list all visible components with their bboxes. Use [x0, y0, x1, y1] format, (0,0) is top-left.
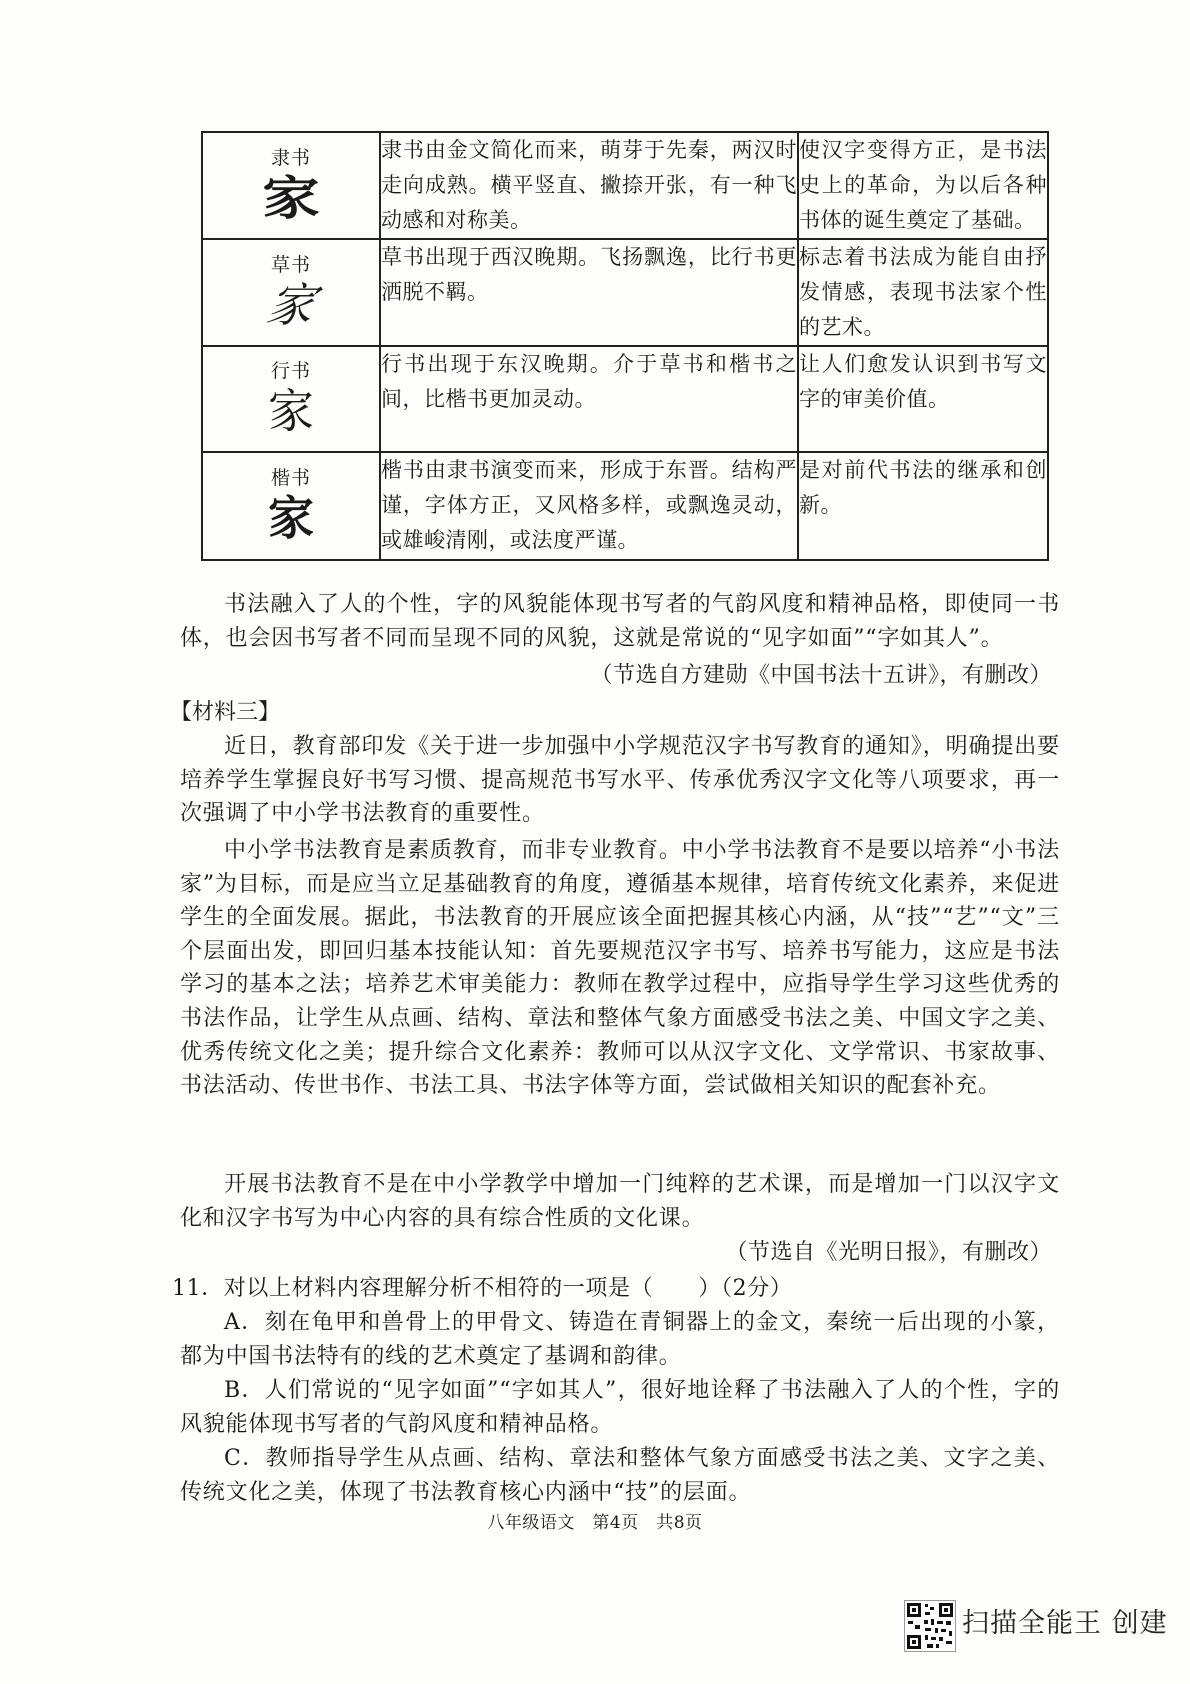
material2-source: （节选自方建勋《中国书法十五讲》，有删改） [590, 663, 1052, 688]
question-11-stem: 11．对以上材料内容理解分析不相符的一项是（ ）（2分） [172, 1276, 793, 1301]
material3-paragraph-1: 近日，教育部印发《关于进一步加强中小学规范汉字书写教育的通知》，明确提出要培养学生掌握良好书写习惯、提高规范书写水平、传承优秀汉字文化等八项要求，再一次强调了中小学书法教育的重要性。 [180, 734, 1060, 827]
script-description: 隶书由金文简化而来，萌芽于先秦，两汉时走向成熟。横平竖直、撇捺开张，有一种飞动感和对称美。 [380, 132, 798, 239]
material3-source: （节选自《光明日报》，有删改） [725, 1240, 1052, 1265]
page-footer: 八年级语文 第4页 共8页 [487, 1513, 703, 1533]
material2-closing-paragraph: 书法融入了人的个性，字的风貌能体现书写者的气韵风度和精神品格，即使同一书体，也会因书写者不同而呈现不同的风貌，这就是常说的“见字如面”“字如其人”。 [180, 592, 1060, 651]
script-description: 草书出现于西汉晚期。飞扬飘逸，比行书更洒脱不羁。 [380, 239, 798, 346]
question-option-c: C．教师指导学生从点画、结构、章法和整体气象方面感受书法之美、文字之美、传统文化之美，体现了书法教育核心内涵中“技”的层面。 [180, 1446, 1060, 1505]
table-row-lishu [202, 132, 1048, 239]
table-row-kaishu [202, 452, 1048, 560]
material3-paragraph-2: 中小学书法教育是素质教育，而非专业教育。中小学书法教育不是要以培养“小书法家”为目标，而是应当立足基础教育的角度，遵循基本规律，培育传统文化素养，来促进学生的全面发展。据此，书法教育的开展应该全面把握其核心内涵，从“技”“艺”“文”三个层面出发，即回归基本技能认知：首先要规范汉字书写、培养书写能力，这应是书法学习的基本之法；培养艺术审美能力：教师在教学过程中，应指导学生学习这些优秀的书法作品，让学生从点画、结构、章法和整体气象方面感受书法之美、中国文字之美、优秀传统文化之美；提升综合文化素养：教师可以从汉字文化、文学常识、书家故事、书法活动、传世书作、书法工具、书法字体等方面，尝试做相关知识的配套补充。 [180, 838, 1060, 1099]
script-name-cell [202, 452, 380, 560]
calligraphy-script-table [201, 131, 1049, 561]
script-name-cell [202, 239, 380, 346]
question-option-b: B．人们常说的“见字如面”“字如其人”，很好地诠释了书法融入了人的个性，字的风貌能体现书写者的气韵风度和精神品格。 [180, 1378, 1060, 1437]
script-significance: 是对前代书法的继承和创新。 [798, 452, 1048, 560]
script-name-cell [202, 132, 380, 239]
material3-paragraph-3: 开展书法教育不是在中小学教学中增加一门纯粹的艺术课，而是增加一门以汉字文化和汉字书写为中心内容的具有综合性质的文化课。 [180, 1172, 1060, 1231]
script-sample-glyph: 家 [268, 384, 314, 438]
scanner-watermark-text: 扫描全能王 创建 [962, 1608, 1168, 1639]
material3-title: 【材料三】 [170, 700, 281, 725]
script-sample-glyph: 家 [262, 170, 320, 225]
table-row-xingshu [202, 346, 1048, 452]
script-sample-glyph: 家 [268, 491, 314, 545]
script-description: 行书出现于东汉晚期。介于草书和楷书之间，比楷书更加灵动。 [380, 346, 798, 452]
script-label: 隶书 [270, 146, 311, 169]
script-significance: 让人们愈发认识到书写文字的审美价值。 [798, 346, 1048, 452]
question-option-a: A．刻在龟甲和兽骨上的甲骨文、铸造在青铜器上的金文，秦统一后出现的小篆，都为中国书法特有的线的艺术奠定了基调和韵律。 [180, 1310, 1060, 1369]
script-label: 草书 [270, 253, 311, 276]
qr-code-icon [904, 1600, 956, 1652]
script-description: 楷书由隶书演变而来，形成于东晋。结构严谨，字体方正，又风格多样，或飘逸灵动，或雄峻清刚，或法度严谨。 [380, 452, 798, 560]
script-significance: 标志着书法成为能自由抒发情感，表现书法家个性的艺术。 [798, 239, 1048, 346]
script-sample-glyph: 家 [262, 277, 320, 332]
script-significance: 使汉字变得方正，是书法史上的革命，为以后各种书体的诞生奠定了基础。 [798, 132, 1048, 239]
script-name-cell [202, 346, 380, 452]
table-row-caoshu [202, 239, 1048, 346]
script-label: 行书 [270, 360, 311, 382]
script-label: 楷书 [270, 467, 311, 489]
